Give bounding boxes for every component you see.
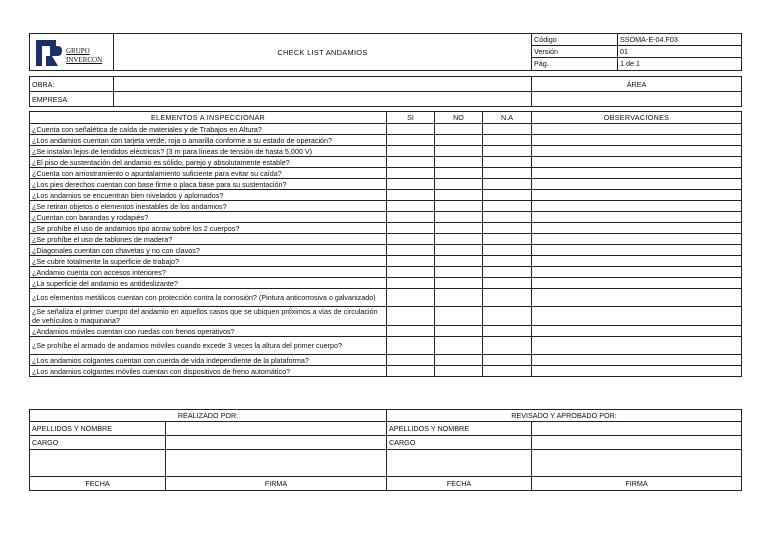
observaciones-cell[interactable] xyxy=(532,168,742,179)
no-cell[interactable] xyxy=(435,307,483,326)
si-cell[interactable] xyxy=(387,355,435,366)
revisado-label: REVISADO Y APROBADO POR: xyxy=(387,410,742,422)
no-cell[interactable] xyxy=(435,190,483,201)
apellidos-left-label: APELLIDOS Y NOMBRE xyxy=(30,422,166,436)
checklist-row xyxy=(30,307,742,326)
na-cell[interactable] xyxy=(483,278,532,289)
fecha-left-label: FECHA xyxy=(30,477,166,491)
cargo-left-label: CARGO xyxy=(30,436,166,450)
col-observaciones: OBSERVACIONES xyxy=(532,112,742,124)
empresa-field[interactable] xyxy=(114,92,532,107)
checklist-question: ¿Andamios móviles cuentan con ruedas con frenos operativos? xyxy=(30,326,387,337)
checklist-question: ¿Los andamios se encuentran bien nivelados y aplomados? xyxy=(30,190,387,201)
checklist-row xyxy=(30,289,742,307)
checklist-question: ¿La superficie del andamio es antideslizante? xyxy=(30,278,387,289)
checklist-row xyxy=(30,326,742,337)
checklist-row xyxy=(30,337,742,355)
si-cell[interactable] xyxy=(387,245,435,256)
checklist-table xyxy=(29,111,742,377)
firma-left-field[interactable] xyxy=(166,450,387,477)
checklist-row xyxy=(30,135,742,146)
obra-field[interactable] xyxy=(114,77,532,92)
pag-value: 1 de 1 xyxy=(618,57,742,70)
si-cell[interactable] xyxy=(387,168,435,179)
si-cell[interactable] xyxy=(387,307,435,326)
no-cell[interactable] xyxy=(435,337,483,355)
si-cell[interactable] xyxy=(387,179,435,190)
checklist-question: ¿Se prohíbe el armado de andamios móviles cuando excede 3 veces la altura del primer cuerpo? xyxy=(30,337,387,355)
observaciones-cell[interactable] xyxy=(532,179,742,190)
si-cell[interactable] xyxy=(387,337,435,355)
apellidos-right-label: APELLIDOS Y NOMBRE xyxy=(387,422,532,436)
firma-left-label: FIRMA xyxy=(166,477,387,491)
info-table xyxy=(29,76,742,107)
si-cell[interactable] xyxy=(387,289,435,307)
checklist-row xyxy=(30,179,742,190)
checklist-question: ¿Cuenta con señalética de caída de materiales y de Trabajos en Altura? xyxy=(30,124,387,135)
checklist-row xyxy=(30,234,742,245)
checklist-question: ¿Se cubre totalmente la superficie de trabajo? xyxy=(30,256,387,267)
checklist-question: ¿Se retiran objetos o elementos inestables de los andamios? xyxy=(30,201,387,212)
apellidos-right-field[interactable] xyxy=(532,422,742,436)
no-cell[interactable] xyxy=(435,289,483,307)
checklist-question: ¿Se prohíbe el uso de andamios tipo acrow sobre los 2 cuerpos? xyxy=(30,223,387,234)
observaciones-cell[interactable] xyxy=(532,245,742,256)
fecha-left-field[interactable] xyxy=(30,450,166,477)
observaciones-cell[interactable] xyxy=(532,366,742,377)
checklist-row xyxy=(30,267,742,278)
observaciones-cell[interactable] xyxy=(532,157,742,168)
checklist-question: ¿Los andamios colgantes cuentan con cuerda de vida independiente de la plataforma? xyxy=(30,355,387,366)
logo-cell xyxy=(30,34,114,71)
no-cell[interactable] xyxy=(435,366,483,377)
cargo-right-field[interactable] xyxy=(532,436,742,450)
observaciones-cell[interactable] xyxy=(532,256,742,267)
observaciones-cell[interactable] xyxy=(532,190,742,201)
footer-table xyxy=(29,409,742,491)
checklist-row xyxy=(30,278,742,289)
na-cell[interactable] xyxy=(483,234,532,245)
si-cell[interactable] xyxy=(387,366,435,377)
no-cell[interactable] xyxy=(435,201,483,212)
si-cell[interactable] xyxy=(387,256,435,267)
realizado-label: REALIZADO POR: xyxy=(30,410,387,422)
checklist-question: ¿Se instalan lejos de tendidos eléctricos? (3 m para líneas de tensión de hasta 5,000 V) xyxy=(30,146,387,157)
si-cell[interactable] xyxy=(387,326,435,337)
na-cell[interactable] xyxy=(483,190,532,201)
si-cell[interactable] xyxy=(387,278,435,289)
checklist-body xyxy=(30,124,742,377)
na-cell[interactable] xyxy=(483,124,532,135)
header-table xyxy=(29,33,742,71)
company-name-line1: GRUPO xyxy=(66,47,90,55)
firma-right-label: FIRMA xyxy=(532,477,742,491)
na-cell[interactable] xyxy=(483,355,532,366)
no-cell[interactable] xyxy=(435,146,483,157)
no-cell[interactable] xyxy=(435,124,483,135)
col-no: NO xyxy=(435,112,483,124)
na-cell[interactable] xyxy=(483,326,532,337)
checklist-question: ¿Los elementos metálicos cuentan con protección contra la corrosión? (Pintura anticorrosiva o galvanizado) xyxy=(30,289,387,307)
form-title: CHECK LIST ANDAMIOS xyxy=(114,34,532,71)
version-label: Versión xyxy=(532,45,618,57)
observaciones-cell[interactable] xyxy=(532,223,742,234)
observaciones-cell[interactable] xyxy=(532,234,742,245)
checklist-row xyxy=(30,190,742,201)
checklist-question: ¿Se señaliza el primer cuerpo del andamio en aquellos casos que se ubiquen próximos a vías de circulación de vehículos o maquinaria? xyxy=(30,307,387,326)
checklist-row xyxy=(30,157,742,168)
firma-right-field[interactable] xyxy=(532,450,742,477)
na-cell[interactable] xyxy=(483,337,532,355)
checklist-row xyxy=(30,245,742,256)
observaciones-cell[interactable] xyxy=(532,124,742,135)
no-cell[interactable] xyxy=(435,267,483,278)
na-cell[interactable] xyxy=(483,146,532,157)
col-na: N.A xyxy=(483,112,532,124)
na-cell[interactable] xyxy=(483,256,532,267)
checklist-question: ¿Los andamios colgantes móviles cuentan con dispositivos de freno automático? xyxy=(30,366,387,377)
checklist-row xyxy=(30,212,742,223)
company-logo-icon xyxy=(36,38,64,68)
na-cell[interactable] xyxy=(483,223,532,234)
col-elementos: ELEMENTOS A INSPECCIONAR xyxy=(30,112,387,124)
codigo-value: SSOMA-E-04.F03 xyxy=(618,34,742,46)
si-cell[interactable] xyxy=(387,267,435,278)
observaciones-cell[interactable] xyxy=(532,278,742,289)
observaciones-cell[interactable] xyxy=(532,355,742,366)
no-cell[interactable] xyxy=(435,256,483,267)
na-cell[interactable] xyxy=(483,212,532,223)
observaciones-cell[interactable] xyxy=(532,337,742,355)
checklist-row xyxy=(30,168,742,179)
si-cell[interactable] xyxy=(387,124,435,135)
no-cell[interactable] xyxy=(435,234,483,245)
observaciones-cell[interactable] xyxy=(532,146,742,157)
checklist-row xyxy=(30,256,742,267)
fecha-right-field[interactable] xyxy=(387,450,532,477)
checklist-row xyxy=(30,223,742,234)
observaciones-cell[interactable] xyxy=(532,201,742,212)
fecha-right-label: FECHA xyxy=(387,477,532,491)
checklist-question: ¿Los pies derechos cuentan con base firme o placa base para su sustentación? xyxy=(30,179,387,190)
empresa-label: EMPRESA: xyxy=(30,92,114,107)
col-si: SI xyxy=(387,112,435,124)
area-label: ÁREA xyxy=(532,77,742,92)
no-cell[interactable] xyxy=(435,326,483,337)
area-field[interactable] xyxy=(532,92,742,107)
na-cell[interactable] xyxy=(483,135,532,146)
checklist-question: ¿El piso de sustentación del andamio es sólido, parejo y absolutamente estable? xyxy=(30,157,387,168)
checklist-row xyxy=(30,146,742,157)
observaciones-cell[interactable] xyxy=(532,212,742,223)
observaciones-cell[interactable] xyxy=(532,326,742,337)
na-cell[interactable] xyxy=(483,201,532,212)
si-cell[interactable] xyxy=(387,190,435,201)
company-name-line2: INVERCON xyxy=(66,56,103,64)
na-cell[interactable] xyxy=(483,366,532,377)
si-cell[interactable] xyxy=(387,157,435,168)
checklist-question: ¿Se prohíbe el uso de tablones de madera? xyxy=(30,234,387,245)
checklist-row xyxy=(30,366,742,377)
observaciones-cell[interactable] xyxy=(532,289,742,307)
no-cell[interactable] xyxy=(435,245,483,256)
cargo-right-label: CARGO xyxy=(387,436,532,450)
no-cell[interactable] xyxy=(435,179,483,190)
na-cell[interactable] xyxy=(483,179,532,190)
no-cell[interactable] xyxy=(435,355,483,366)
checklist-question: ¿Diagonales cuentan con chavetas y no con clavos? xyxy=(30,245,387,256)
si-cell[interactable] xyxy=(387,135,435,146)
si-cell[interactable] xyxy=(387,212,435,223)
no-cell[interactable] xyxy=(435,135,483,146)
version-value: 01 xyxy=(618,45,742,57)
si-cell[interactable] xyxy=(387,223,435,234)
no-cell[interactable] xyxy=(435,223,483,234)
observaciones-cell[interactable] xyxy=(532,135,742,146)
na-cell[interactable] xyxy=(483,289,532,307)
obra-label: OBRA: xyxy=(30,77,114,92)
observaciones-cell[interactable] xyxy=(532,307,742,326)
checklist-question: ¿Cuentan con barandas y rodapiés? xyxy=(30,212,387,223)
no-cell[interactable] xyxy=(435,168,483,179)
checklist-row xyxy=(30,355,742,366)
si-cell[interactable] xyxy=(387,146,435,157)
no-cell[interactable] xyxy=(435,157,483,168)
na-cell[interactable] xyxy=(483,267,532,278)
codigo-label: Código xyxy=(532,34,618,46)
na-cell[interactable] xyxy=(483,307,532,326)
no-cell[interactable] xyxy=(435,212,483,223)
na-cell[interactable] xyxy=(483,245,532,256)
checklist-question: ¿Cuenta con arriostramiento o apuntalamiento suficiente para evitar su caída? xyxy=(30,168,387,179)
no-cell[interactable] xyxy=(435,278,483,289)
pag-label: Pág. xyxy=(532,57,618,70)
checklist-question: ¿Los andamios cuentan con tarjeta verde, roja o amarilla conforme a su estado de operación? xyxy=(30,135,387,146)
checklist-row xyxy=(30,124,742,135)
si-cell[interactable] xyxy=(387,234,435,245)
si-cell[interactable] xyxy=(387,201,435,212)
checklist-row xyxy=(30,201,742,212)
na-cell[interactable] xyxy=(483,168,532,179)
na-cell[interactable] xyxy=(483,157,532,168)
checklist-question: ¿Andamio cuenta con accesos interiores? xyxy=(30,267,387,278)
cargo-left-field[interactable] xyxy=(166,436,387,450)
apellidos-left-field[interactable] xyxy=(166,422,387,436)
observaciones-cell[interactable] xyxy=(532,267,742,278)
